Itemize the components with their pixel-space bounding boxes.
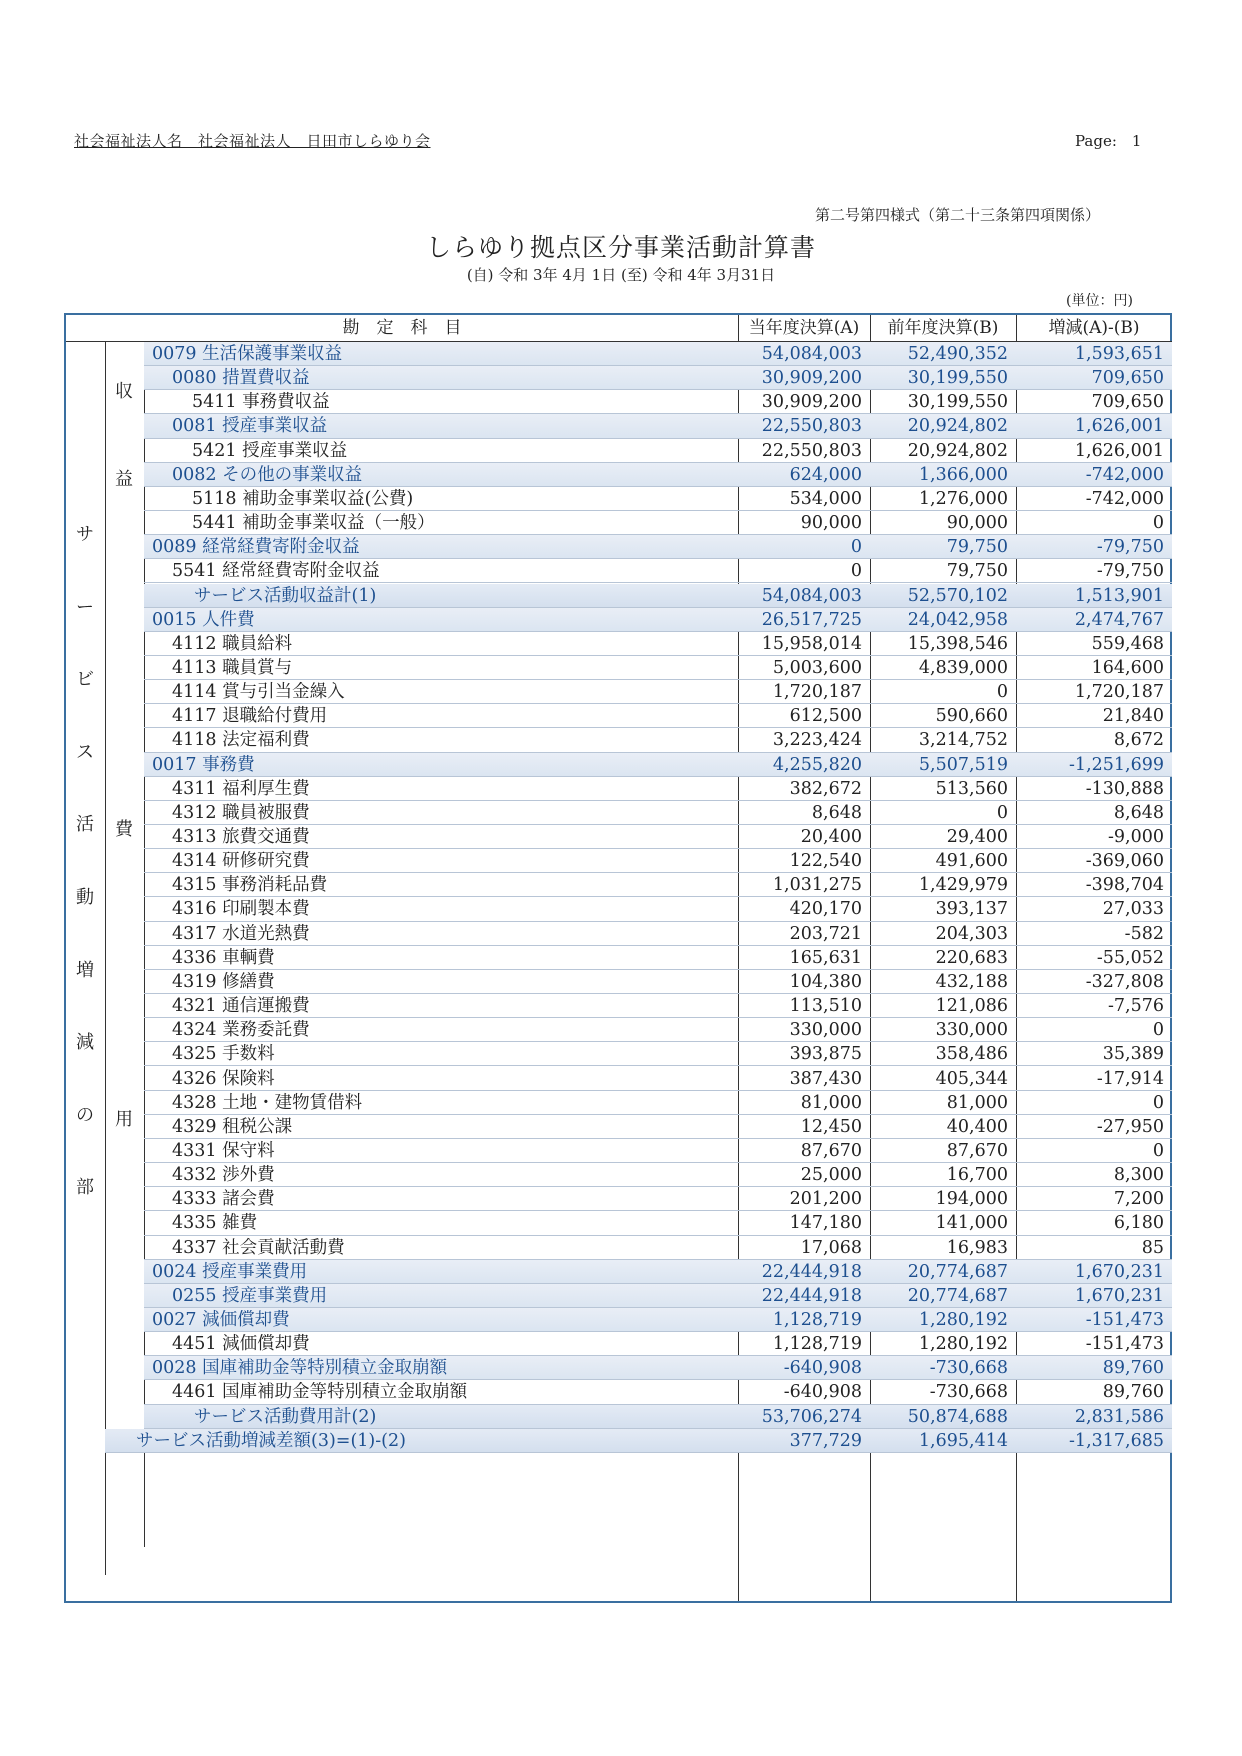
previous-amount: 5,507,519 [918,754,1008,775]
table-row [144,1042,1172,1066]
previous-amount: 204,303 [935,923,1008,944]
difference-amount: 1,626,001 [1074,416,1164,437]
difference-amount: -55,052 [1096,947,1164,968]
previous-amount: 1,695,414 [918,1430,1008,1451]
previous-amount: 50,874,688 [907,1406,1008,1427]
difference-amount: -130,888 [1085,778,1164,799]
account-name: 4332 渉外費 [172,1165,275,1186]
account-name: 4336 車輌費 [172,947,275,968]
difference-amount: 0 [1152,513,1164,534]
current-amount: 90,000 [800,513,862,534]
difference-amount: -79,750 [1096,537,1164,558]
difference-amount: -151,473 [1085,1334,1164,1355]
account-name: 4326 保険料 [172,1068,275,1089]
previous-amount: 24,042,958 [907,609,1008,630]
previous-amount: 40,400 [946,1116,1008,1137]
table-row [144,1091,1172,1115]
account-name: 0028 国庫補助金等特別積立金取崩額 [152,1358,448,1379]
corporation-name: 社会福祉法人名 社会福祉法人 日田市しらゆり会 [74,132,431,150]
account-name: 4314 研修研究費 [172,851,310,872]
difference-amount: -17,914 [1096,1068,1164,1089]
account-name: 4315 事務消耗品費 [172,875,328,896]
previous-amount: 432,188 [935,971,1008,992]
previous-amount: 513,560 [935,778,1008,799]
difference-amount: 8,300 [1113,1165,1164,1186]
previous-amount: 20,924,802 [907,416,1008,437]
table-row [144,777,1172,801]
section_label-char: ー [76,596,94,618]
account-name: 4333 諸会費 [172,1189,275,1210]
current-amount: 624,000 [789,464,862,485]
unit-label: (単位：円) [1066,293,1133,309]
current-amount: -640,908 [783,1358,862,1379]
difference-amount: 27,033 [1102,899,1164,920]
account-name: 5541 経常経費寄附金収益 [172,561,380,582]
previous-amount: 52,490,352 [907,344,1008,364]
current-amount: 1,128,719 [772,1310,862,1330]
section_label-char: ス [76,741,94,763]
account-name: 0015 人件費 [152,609,255,630]
previous-amount: 4,839,000 [918,657,1008,678]
previous-amount: 121,086 [935,996,1008,1017]
current-amount: 393,875 [789,1044,862,1065]
col-header-previous: 前年度決算(B) [870,315,1016,342]
account-name: 4328 土地・建物賃借料 [172,1092,363,1113]
revenue_label-char: 益 [115,469,133,490]
previous-amount: 81,000 [946,1092,1008,1113]
table-row [144,897,1172,921]
account-name: 4118 法定福利費 [172,730,310,751]
difference-amount: 8,672 [1113,730,1164,751]
account-name: 4451 減価償却費 [172,1334,310,1355]
difference-amount: -742,000 [1085,488,1164,509]
table-row [144,511,1172,535]
current-amount: 87,670 [800,1140,862,1161]
difference-amount: -151,473 [1085,1310,1164,1330]
table-row [144,656,1172,680]
current-amount: 1,128,719 [772,1334,862,1355]
difference-amount: 89,760 [1102,1358,1164,1379]
fiscal-period: (自) 令和 3年 4月 1日 (至) 令和 4年 3月31日 [466,266,776,284]
difference-amount: 85 [1141,1237,1164,1258]
account-name: 0080 措置費収益 [172,368,310,389]
difference-amount: -79,750 [1096,561,1164,582]
current-amount: 12,450 [800,1116,862,1137]
table-row [144,970,1172,994]
current-amount: 0 [850,537,862,558]
table-row [144,1018,1172,1042]
difference-amount: -398,704 [1085,875,1164,896]
page-number: Page: 1 [1075,132,1142,150]
difference-amount: 1,626,001 [1074,440,1164,461]
section_label-char: 活 [76,814,94,836]
table-row [144,1260,1172,1284]
current-amount: 30,909,200 [761,392,862,413]
table-row [144,704,1172,728]
table-row [144,849,1172,873]
current-amount: 22,444,918 [761,1285,862,1306]
section_label-char: の [76,1104,94,1126]
previous-amount: 0 [996,682,1008,703]
previous-amount: 79,750 [946,537,1008,558]
previous-amount: 1,366,000 [918,464,1008,485]
difference-amount: 21,840 [1102,706,1164,727]
account-name: 0255 授産事業費用 [172,1285,328,1306]
current-amount: 201,200 [789,1189,862,1210]
current-amount: 1,031,275 [772,875,862,896]
section_label-char: 減 [76,1032,94,1054]
table-row [144,439,1172,463]
account-name: 5118 補助金事業収益(公費) [192,488,414,509]
divider [105,342,106,1575]
account-name: 4461 国庫補助金等特別積立金取崩額 [172,1382,468,1403]
previous-amount: 30,199,550 [907,392,1008,413]
difference-amount: 1,670,231 [1074,1261,1164,1282]
account-name: 0017 事務費 [152,754,255,775]
account-name: 4331 保守料 [172,1140,275,1161]
current-amount: 54,084,003 [761,585,862,606]
current-amount: 3,223,424 [772,730,862,751]
table-row [144,632,1172,656]
current-amount: 147,180 [789,1213,862,1234]
current-amount: 534,000 [789,488,862,509]
current-amount: 22,550,803 [761,416,862,437]
table-row [144,1332,1172,1356]
account-name: 4316 印刷製本費 [172,899,310,920]
difference-amount: 559,468 [1091,633,1164,654]
difference-amount: 0 [1152,1140,1164,1161]
table-row [144,873,1172,897]
current-amount: 22,444,918 [761,1261,862,1282]
expense_label-char: 用 [115,1109,133,1130]
previous-amount: 3,214,752 [918,730,1008,751]
col-header-item: 勘 定 科 目 [66,315,738,342]
table-row [144,728,1172,752]
current-amount: 17,068 [800,1237,862,1258]
current-amount: 165,631 [789,947,862,968]
table-row [144,559,1172,583]
account-name: サービス活動増減差額(3)=(1)-(2) [136,1430,406,1451]
difference-amount: -1,251,699 [1069,754,1164,775]
account-name: 0081 授産事業収益 [172,416,328,437]
current-amount: -640,908 [783,1382,862,1403]
table-row [144,680,1172,704]
table-row [144,1308,1172,1332]
previous-amount: 1,429,979 [918,875,1008,896]
difference-amount: 1,670,231 [1074,1285,1164,1306]
table-row [144,1187,1172,1211]
revenue_label-char: 収 [115,381,133,402]
previous-amount: 141,000 [935,1213,1008,1234]
account-name: 4325 手数料 [172,1044,275,1065]
previous-amount: 590,660 [935,706,1008,727]
previous-amount: 20,924,802 [907,440,1008,461]
account-name: 4112 職員給料 [172,633,293,654]
previous-amount: 330,000 [935,1020,1008,1041]
difference-amount: -1,317,685 [1069,1430,1164,1451]
account-name: 4113 職員賞与 [172,657,293,678]
current-amount: 612,500 [789,706,862,727]
previous-amount: 15,398,546 [907,633,1008,654]
difference-amount: 1,593,651 [1074,344,1164,364]
table-row [144,487,1172,511]
difference-amount: 2,474,767 [1074,609,1164,630]
difference-amount: -369,060 [1085,851,1164,872]
table-row [144,922,1172,946]
difference-amount: 1,720,187 [1074,682,1164,703]
current-amount: 1,720,187 [772,682,862,703]
previous-amount: 1,276,000 [918,488,1008,509]
table-row [144,946,1172,970]
previous-amount: 393,137 [935,899,1008,920]
document-title: しらゆり拠点区分事業活動計算書 [425,233,816,262]
table-row [144,1236,1172,1260]
current-amount: 25,000 [800,1165,862,1186]
current-amount: 420,170 [789,899,862,920]
table-row [144,1067,1172,1091]
difference-amount: -582 [1124,923,1164,944]
current-amount: 113,510 [789,996,862,1017]
account-name: 4329 租税公課 [172,1116,293,1137]
col-header-diff: 増減(A)-(B) [1016,315,1172,342]
section_label-char: 増 [76,959,94,981]
difference-amount: 1,513,901 [1074,585,1164,606]
account-name: 0079 生活保護事業収益 [152,344,343,364]
account-name: 4311 福利厚生費 [172,778,310,799]
account-name: 5441 補助金事業収益（一般） [192,513,435,534]
table-row [105,1429,1172,1453]
col-header-current: 当年度決算(A) [738,315,870,342]
difference-amount: 0 [1152,1092,1164,1113]
account-name: 0082 その他の事業収益 [172,464,363,485]
section_label-char: ビ [76,669,94,691]
account-name: 0024 授産事業費用 [152,1261,308,1282]
difference-amount: -27,950 [1096,1116,1164,1137]
account-name: 0089 経常経費寄附金収益 [152,537,360,558]
previous-amount: 491,600 [935,851,1008,872]
table-row [144,1139,1172,1163]
difference-amount: -742,000 [1085,464,1164,485]
account-name: 4337 社会貢献活動費 [172,1237,345,1258]
table-row [144,463,1172,487]
difference-amount: 7,200 [1113,1189,1164,1210]
current-amount: 203,721 [789,923,862,944]
previous-amount: -730,668 [929,1382,1008,1403]
section_label-char: 部 [76,1177,94,1199]
account-name: 4335 雑費 [172,1213,258,1234]
table-row [144,801,1172,825]
difference-amount: -327,808 [1085,971,1164,992]
current-amount: 0 [850,561,862,582]
form-reference: 第二号第四様式（第二十三条第四項関係） [815,206,1101,224]
section_label-char: サ [76,524,94,545]
table-row [144,1380,1172,1404]
table-row [144,1284,1172,1308]
previous-amount: 30,199,550 [907,368,1008,389]
difference-amount: 89,760 [1102,1382,1164,1403]
expense_label-char: 費 [115,819,133,840]
table-row [144,825,1172,849]
table-row [144,342,1172,366]
current-amount: 377,729 [789,1430,862,1451]
current-amount: 81,000 [800,1092,862,1113]
difference-amount: 709,650 [1091,368,1164,389]
account-name: 4313 旅費交通費 [172,827,310,847]
previous-amount: 1,280,192 [918,1310,1008,1330]
account-name: 4319 修繕費 [172,971,275,992]
previous-amount: 20,774,687 [907,1261,1008,1282]
account-name: 4312 職員被服費 [172,802,310,823]
current-amount: 20,400 [800,827,862,847]
account-name: 4117 退職給付費用 [172,706,328,727]
current-amount: 5,003,600 [772,657,862,678]
difference-amount: 709,650 [1091,392,1164,413]
table-row [144,584,1172,608]
table-row [144,1405,1172,1429]
account-name: 4321 通信運搬費 [172,996,310,1017]
account-name: 0027 減価償却費 [152,1310,290,1330]
difference-amount: 2,831,586 [1074,1406,1164,1427]
current-amount: 53,706,274 [761,1406,862,1427]
section_label-char: 動 [76,887,94,908]
previous-amount: -730,668 [929,1358,1008,1379]
account-name: サービス活動収益計(1) [194,585,377,606]
difference-amount: 35,389 [1102,1044,1164,1065]
current-amount: 54,084,003 [761,344,862,364]
table-row [144,608,1172,632]
table-row [144,994,1172,1018]
table-row [144,366,1172,390]
difference-amount: 6,180 [1113,1213,1164,1234]
account-name: 5421 授産事業収益 [192,440,348,461]
current-amount: 30,909,200 [761,368,862,389]
current-amount: 22,550,803 [761,440,862,461]
difference-amount: -7,576 [1107,996,1164,1017]
current-amount: 330,000 [789,1020,862,1041]
table-row [144,1163,1172,1187]
previous-amount: 79,750 [946,561,1008,582]
previous-amount: 405,344 [935,1068,1008,1089]
difference-amount: 0 [1152,1020,1164,1041]
current-amount: 4,255,820 [772,754,862,775]
table-row [144,1211,1172,1235]
previous-amount: 20,774,687 [907,1285,1008,1306]
current-amount: 15,958,014 [761,633,862,654]
previous-amount: 194,000 [935,1189,1008,1210]
account-name: 5411 事務費収益 [192,392,330,413]
current-amount: 382,672 [789,778,862,799]
previous-amount: 220,683 [935,947,1008,968]
account-name: 4324 業務委託費 [172,1020,310,1041]
activity-statement-table [64,313,1172,1603]
current-amount: 104,380 [789,971,862,992]
previous-amount: 87,670 [946,1140,1008,1161]
previous-amount: 90,000 [946,513,1008,534]
previous-amount: 52,570,102 [907,585,1008,606]
previous-amount: 0 [996,802,1008,823]
table-row [144,1115,1172,1139]
current-amount: 26,517,725 [761,609,862,630]
difference-amount: 164,600 [1091,657,1164,678]
table-row [144,1356,1172,1380]
table-row [144,390,1172,414]
previous-amount: 1,280,192 [918,1334,1008,1355]
table-row [144,535,1172,559]
previous-amount: 16,983 [946,1237,1008,1258]
account-name: 4317 水道光熱費 [172,923,310,944]
table-row [144,414,1172,438]
previous-amount: 29,400 [946,827,1008,847]
difference-amount: 8,648 [1113,802,1164,823]
current-amount: 8,648 [811,802,862,823]
previous-amount: 358,486 [935,1044,1008,1065]
account-name: サービス活動費用計(2) [194,1406,377,1427]
account-name: 4114 賞与引当金繰入 [172,682,345,703]
current-amount: 122,540 [789,851,862,872]
difference-amount: -9,000 [1107,827,1164,847]
table-row [144,753,1172,777]
current-amount: 387,430 [789,1068,862,1089]
previous-amount: 16,700 [946,1165,1008,1186]
